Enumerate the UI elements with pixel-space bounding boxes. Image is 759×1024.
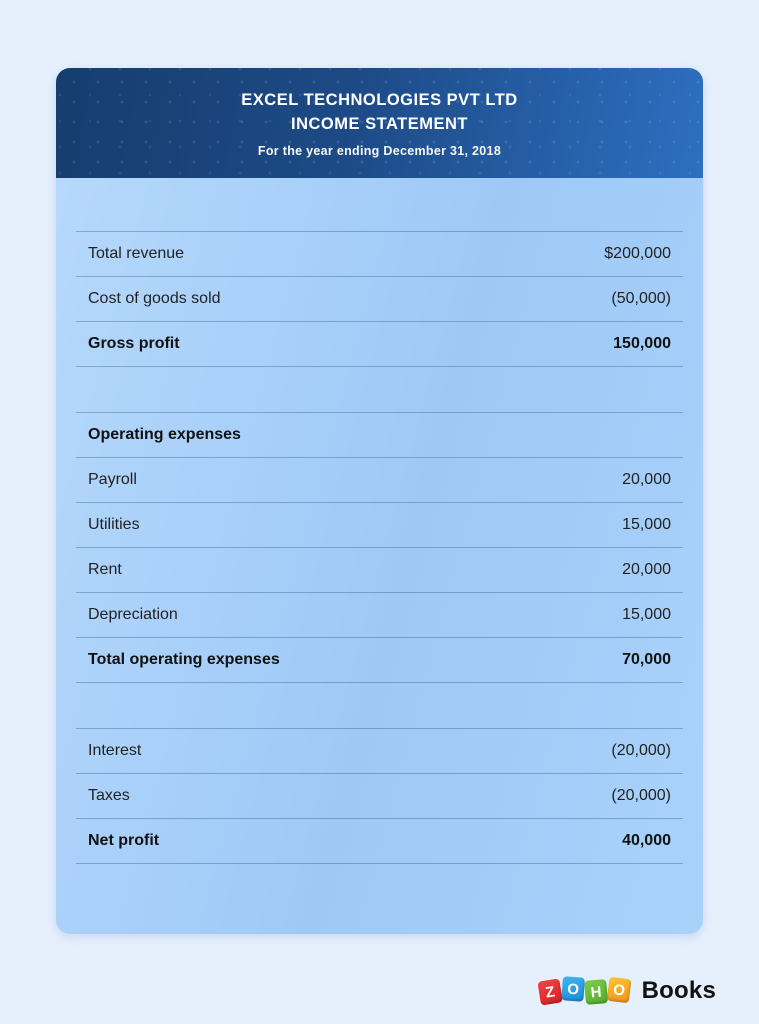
row-value: 15,000 xyxy=(622,606,671,623)
zoho-tile-o2-icon: O xyxy=(606,977,631,1004)
row-label: Net profit xyxy=(88,832,160,849)
row-label: Interest xyxy=(88,742,142,759)
section-heading-row xyxy=(76,413,683,458)
row-label: Total operating expenses xyxy=(88,651,280,668)
row-value: 20,000 xyxy=(622,471,671,488)
operating-expenses-section xyxy=(76,412,683,683)
row-value: $200,000 xyxy=(604,245,671,262)
product-name: Books xyxy=(641,977,716,1004)
table-row-total xyxy=(76,322,683,367)
row-value: 20,000 xyxy=(622,561,671,578)
section-gap xyxy=(76,367,683,412)
table-row xyxy=(76,458,683,503)
zoho-logo-tiles xyxy=(539,979,631,1003)
zoho-tile-h-icon: H xyxy=(584,979,608,1005)
table-row xyxy=(76,548,683,593)
statement-header xyxy=(56,68,703,178)
table-row-total xyxy=(76,819,683,864)
row-value: (50,000) xyxy=(611,290,671,307)
statement-body xyxy=(56,178,703,864)
zoho-tile-z-icon: Z xyxy=(537,978,562,1005)
table-row xyxy=(76,277,683,322)
row-value: (20,000) xyxy=(611,787,671,804)
table-row xyxy=(76,503,683,548)
row-label: Gross profit xyxy=(88,335,180,352)
row-label: Payroll xyxy=(88,471,137,488)
company-name: EXCEL TECHNOLOGIES PVT LTD xyxy=(241,91,518,109)
row-label: Utilities xyxy=(88,516,140,533)
table-row xyxy=(76,774,683,819)
statement-title: INCOME STATEMENT xyxy=(291,115,468,133)
section-gap xyxy=(76,683,683,728)
row-value: 70,000 xyxy=(622,651,671,668)
zoho-books-logo xyxy=(539,977,716,1005)
zoho-tile-o-icon: O xyxy=(561,976,585,1001)
revenue-section xyxy=(76,231,683,367)
row-value: (20,000) xyxy=(611,742,671,759)
row-label: Rent xyxy=(88,561,122,578)
table-row-total xyxy=(76,638,683,683)
net-profit-section xyxy=(76,728,683,864)
table-row xyxy=(76,232,683,277)
row-value: 150,000 xyxy=(613,335,671,352)
row-label: Taxes xyxy=(88,787,130,804)
row-label: Total revenue xyxy=(88,245,185,262)
table-row xyxy=(76,593,683,638)
row-label: Cost of goods sold xyxy=(88,290,221,307)
row-label: Operating expenses xyxy=(88,426,241,443)
row-label: Depreciation xyxy=(88,606,178,623)
statement-period: For the year ending December 31, 2018 xyxy=(257,144,502,158)
income-statement-card xyxy=(56,68,703,934)
row-value: 40,000 xyxy=(622,832,671,849)
row-value: 15,000 xyxy=(622,516,671,533)
table-row xyxy=(76,729,683,774)
